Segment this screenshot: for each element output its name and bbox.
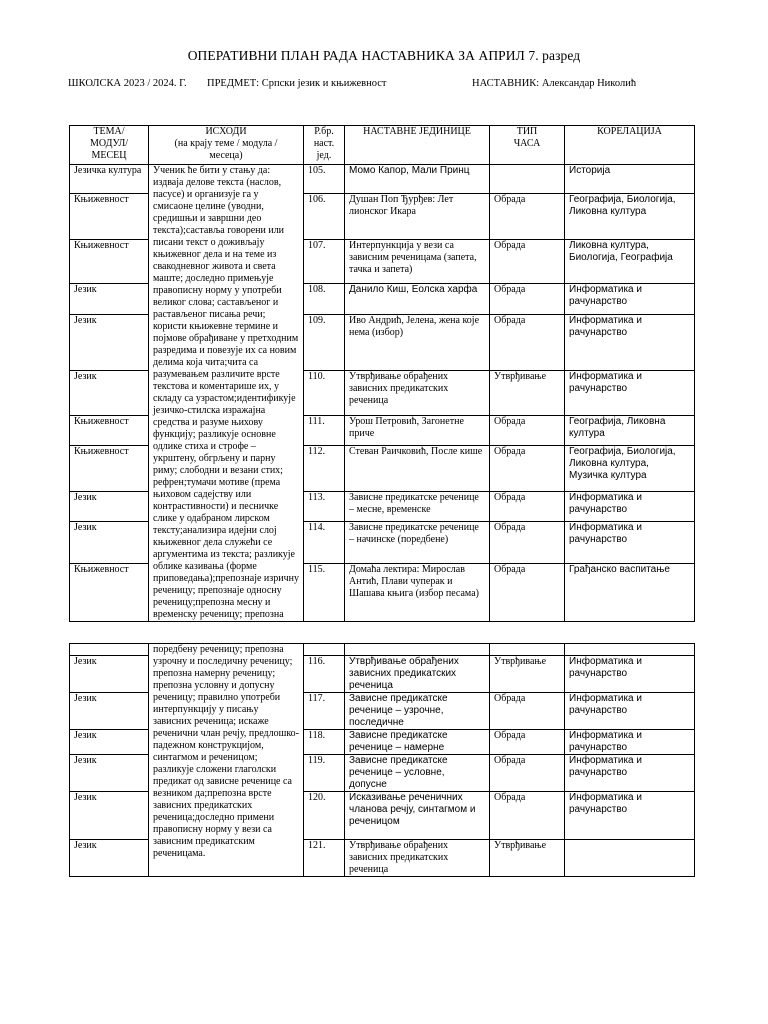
header-topic-label: ТЕМА/ МОДУЛ/ МЕСЕЦ (89, 126, 129, 161)
lesson-type: Обрада (490, 239, 565, 284)
header-type-label: ТИП ЧАСА (513, 126, 541, 149)
topic-cell: Језик (70, 314, 149, 371)
lesson-unit: Душан Поп Ђурђев: Лет лионског Икара (345, 193, 490, 239)
correlation-cell: Информатика и рачунарство (565, 314, 695, 371)
lesson-unit: Иво Андрић, Јелена, жена које нема (избор) (345, 314, 490, 371)
topic-cell (70, 644, 149, 656)
lesson-type: Обрада (490, 314, 565, 371)
correlation-cell: Информатика и рачунарство (565, 284, 695, 314)
lesson-type: Утврђивање (490, 371, 565, 416)
lesson-number: 121. (304, 840, 345, 877)
header-correlation-label: КОРЕЛАЦИЈА (597, 126, 662, 137)
lesson-type: Обрада (490, 491, 565, 521)
lesson-number: 118. (304, 730, 345, 755)
lesson-number: 106. (304, 193, 345, 239)
lesson-type (490, 165, 565, 194)
topic-cell: Језик (70, 693, 149, 730)
lesson-type: Обрада (490, 693, 565, 730)
lesson-unit: Зависне предикатске реченице – начинске (поредбене) (345, 521, 490, 563)
correlation-cell: Географија, Биологија, Ликовна култура, Музичка култура (565, 445, 695, 491)
lesson-unit: Утврђивање обрађених зависних предикатских реченица (345, 840, 490, 877)
topic-cell: Језик (70, 730, 149, 755)
lesson-unit: Зависне предикатске реченице – узрочне, последичне (345, 693, 490, 730)
header-correlation (565, 126, 695, 165)
topic-cell: Књижевност (70, 239, 149, 284)
header-number-label: Р.бр. наст. јед. (313, 126, 335, 161)
lesson-number: 109. (304, 314, 345, 371)
topic-cell: Језик (70, 284, 149, 314)
correlation-cell: Информатика и рачунарство (565, 730, 695, 755)
lesson-unit: Зависне предикатске реченице – месне, временске (345, 491, 490, 521)
lesson-type: Обрада (490, 445, 565, 491)
school-year: ШКОЛСКА 2023 / 2024. Г. (68, 78, 187, 89)
correlation-cell: Информатика и рачунарство (565, 656, 695, 693)
topic-cell: Књижевност (70, 445, 149, 491)
lesson-number: 115. (304, 564, 345, 622)
topic-cell: Књижевност (70, 415, 149, 445)
lesson-type: Обрада (490, 284, 565, 314)
correlation-cell: Грађанско васпитање (565, 564, 695, 622)
topic-cell: Језичка култура (70, 165, 149, 194)
correlation-cell: Информатика и рачунарство (565, 755, 695, 792)
header-units-label: НАСТАВНЕ ЈЕДИНИЦЕ (363, 126, 471, 137)
topic-cell: Језик (70, 521, 149, 563)
lesson-number: 108. (304, 284, 345, 314)
header-type (490, 126, 565, 165)
lesson-type: Обрада (490, 415, 565, 445)
lesson-type: Утврђивање (490, 656, 565, 693)
lesson-number: 111. (304, 415, 345, 445)
lesson-number: 113. (304, 491, 345, 521)
lesson-number: 105. (304, 165, 345, 194)
header-number (304, 126, 345, 165)
topic-cell: Језик (70, 840, 149, 877)
outcomes-cell: поредбену реченицу; препозна узрочну и последичну реченицу; препозна намерну реченицу; препозна условну и допусну реченицу; правилно употреби интерпункцију у писању зависних реченица; искаже реченични члан речју, предлошко-падежном конструкцијом, синтагмом и реченицом; разликује сложени глаголски предикат од зависне реченице са везником да;препозна врсте зависних предикатских реченица;доследно примени правописну норму у вези са зависним предикатским реченицама. (149, 644, 304, 877)
lesson-unit: Стеван Раичковић, После кише (345, 445, 490, 491)
lesson-number: 110. (304, 371, 345, 416)
correlation-cell: Информатика и рачунарство (565, 371, 695, 416)
correlation-cell (565, 840, 695, 877)
lesson-unit: Зависне предикатске реченице – условне, допусне (345, 755, 490, 792)
topic-cell: Језик (70, 371, 149, 416)
lesson-type: Обрада (490, 564, 565, 622)
correlation-cell: Ликовна култура, Биологија, Географија (565, 239, 695, 284)
correlation-cell: Информатика и рачунарство (565, 491, 695, 521)
lesson-unit: Утврђивање обрађених зависних предикатских реченица (345, 371, 490, 416)
plan-table-part2 (69, 643, 695, 877)
lesson-unit: Домаћа лектира: Мирослав Антић, Плави чуперак и Шашава књига (избор песама) (345, 564, 490, 622)
lesson-number: 112. (304, 445, 345, 491)
lesson-unit: Момо Капор, Мали Принц (345, 165, 490, 194)
topic-cell: Језик (70, 491, 149, 521)
correlation-cell: Информатика и рачунарство (565, 521, 695, 563)
correlation-cell: Информатика и рачунарство (565, 693, 695, 730)
header-outcomes-label: ИСХОДИ (на крају теме / модула / месеца) (174, 126, 278, 161)
page-title: ОПЕРАТИВНИ ПЛАН РАДА НАСТАВНИКА ЗА АПРИЛ 7. разред (187, 48, 581, 63)
header-topic (70, 126, 149, 165)
correlation-cell: Географија, Биологија, Ликовна култура (565, 193, 695, 239)
lesson-number: 120. (304, 792, 345, 840)
header-units (345, 126, 490, 165)
table-row (70, 165, 695, 194)
lesson-unit: Интерпункција у вези са зависним реченицама (запета, тачка и запета) (345, 239, 490, 284)
lesson-type: Обрада (490, 755, 565, 792)
correlation-cell: Историја (565, 165, 695, 194)
lesson-unit: Исказивање реченичних чланова речју, синтагмом и реченицом (345, 792, 490, 840)
lesson-number: 114. (304, 521, 345, 563)
lesson-type: Обрада (490, 792, 565, 840)
lesson-type: Утврђивање (490, 840, 565, 877)
plan-table-part1 (69, 125, 695, 622)
outcomes-cell: Ученик ће бити у стању да: издваја делове текста (наслов, пасусе) и организује га у смисаоне целине (уводни, средишњи и завршни део текста);саставља говорени или писани текст о доживљају књижевног дела и на теме из свакодневног живота и света маште; доследно примењује правописну норму у употреби великог слова; састављеног и растављеног писања речи; користи књижевне термине и појмове обрађиване у претходним разредима и повезује их са новим делима која чита;чита са разумевањем различите врсте текстова и коментарише их, у складу са узрастом;идентификује језичко-стилска изражајна средства и разуме њихову функцију; разликује основне одлике стиха и строфе – укрштену, обгрљену и парну риму; слободни и везани стих; рефрен;тумачи мотиве (према њиховом садејству или контрастивности) и песничке слике у одабраном лирском тексту;анализира идејни слој књижевног дела служећи се аргументима из текста; разликује облике казивања (форме приповедања);препознаје изричну реченицу; препознаје односну реченицу;препозна месну и временску реченицу; препозна (149, 165, 304, 622)
topic-cell: Језик (70, 755, 149, 792)
lesson-type: Обрада (490, 730, 565, 755)
lesson-type: Обрада (490, 193, 565, 239)
lesson-number: 116. (304, 656, 345, 693)
topic-cell: Књижевност (70, 564, 149, 622)
lesson-number: 119. (304, 755, 345, 792)
lesson-number: 107. (304, 239, 345, 284)
teacher: НАСТАВНИК: Александар Николић (472, 78, 637, 89)
lesson-unit: Утврђивање обрађених зависних предикатских реченица (345, 656, 490, 693)
lesson-unit: Зависне предикатске реченице – намерне (345, 730, 490, 755)
lesson-type: Обрада (490, 521, 565, 563)
correlation-cell: Географија, Ликовна култура (565, 415, 695, 445)
topic-cell: Језик (70, 792, 149, 840)
lesson-number: 117. (304, 693, 345, 730)
subject: ПРЕДМЕТ: Српски језик и књижевност (207, 78, 387, 89)
topic-cell: Књижевност (70, 193, 149, 239)
topic-cell: Језик (70, 656, 149, 693)
correlation-cell: Информатика и рачунарство (565, 792, 695, 840)
table-header-row (70, 126, 695, 165)
header-outcomes (149, 126, 304, 165)
lesson-unit: Урош Петровић, Загонетне приче (345, 415, 490, 445)
lesson-unit: Данило Киш, Еолска харфа (345, 284, 490, 314)
table-row (70, 644, 695, 656)
